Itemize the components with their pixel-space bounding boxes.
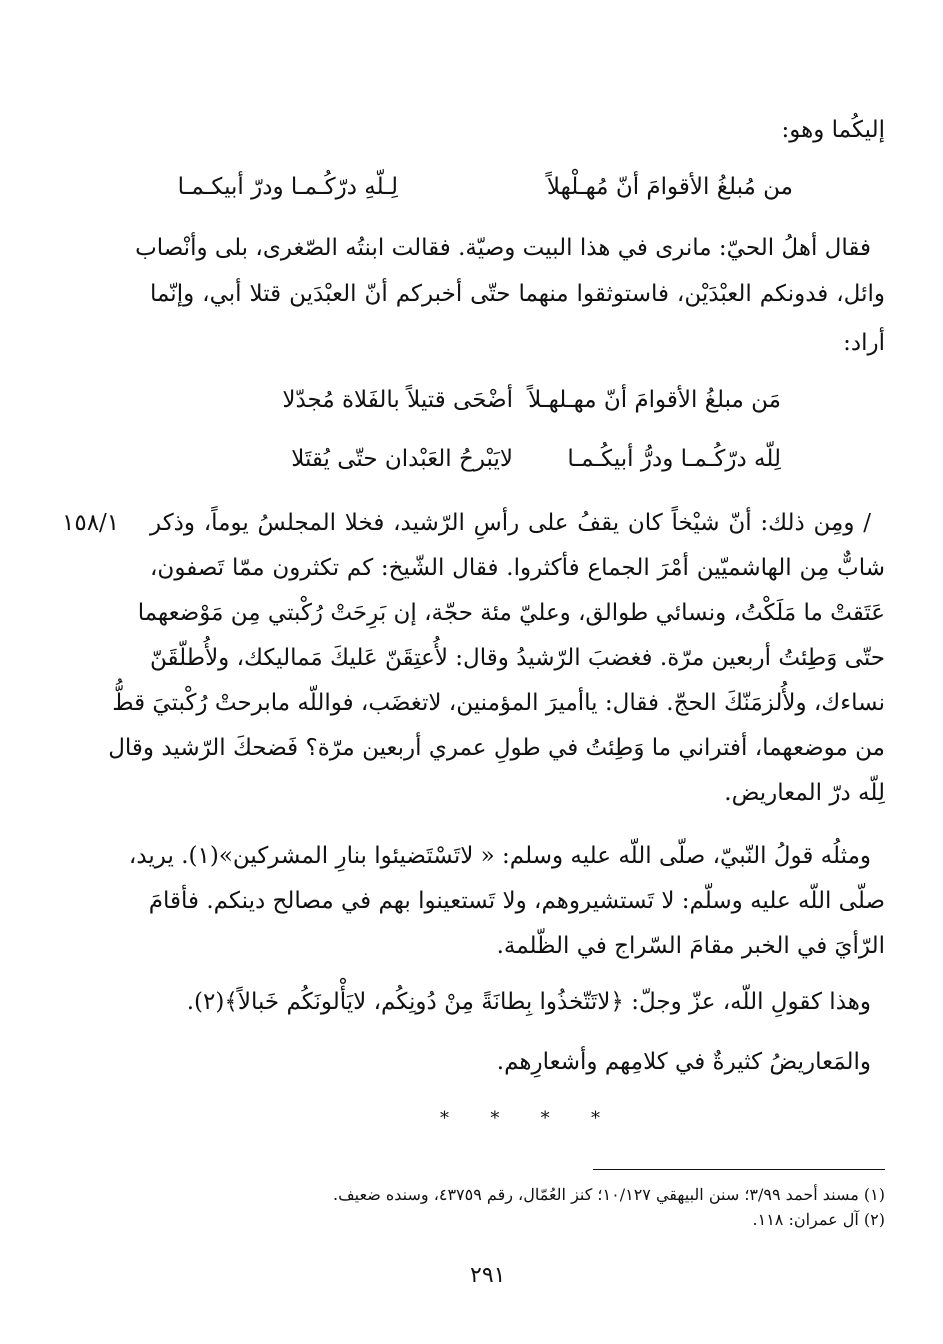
text-line: والمَعاريضُ كثيرةٌ في كلامِهم وأشعارِهم. bbox=[496, 1049, 871, 1075]
separator-star: * bbox=[490, 1108, 500, 1129]
text-line: صلّى اللّه عليه وسلّم: لا تَستشيروهم، ولا تَستعينوا بهم في مصالح دينكم. فأقامَ bbox=[148, 888, 885, 914]
verse-hemistich-second: لايَبْرحُ العَبْدان حتّى يُقتَلا bbox=[291, 446, 513, 472]
text-line: من موضعهما، أفتراني ما وَطِئتُ في طولِ عمري أربعين مرّة؟ فَضحكَ الرّشيد وقال bbox=[108, 735, 885, 761]
text-line: وهذا كقولِ اللّه، عزّ وجلّ: ﴿لاتَتّخذُوا بِطانَةً مِنْ دُونِكُم، لايَأْلونَكُم خَبالاً﴾(٢). bbox=[186, 989, 871, 1015]
text-line: ومثلُه قولُ النّبيّ، صلّى اللّه عليه وسلم: « لاتَسْتَضيئوا بنارِ المشركين»(١). يريد، bbox=[128, 843, 871, 869]
verse-hemistich-first: مَن مبلغُ الأقوامَ أنّ مهـلهـلاً bbox=[528, 387, 781, 413]
section-separator bbox=[440, 1108, 600, 1129]
page-number: ٢٩١ bbox=[470, 1263, 506, 1288]
verse-hemistich-first: لِلّه درّكُـمـا ودرُّ أبيكُـمـا bbox=[567, 446, 781, 472]
text-line: نساءك، ولأُلزمَنّكَ الحجّ. فقال: ياأميرَ المؤمنين، لاتغضَب، فواللّه مابرحتْ رُكْبتيَ قطُّ bbox=[112, 690, 885, 716]
margin-reference: ١٥٨/١ bbox=[62, 510, 120, 536]
verse-hemistich-second: أضْحَى قتيلاً بالفَلاة مُجدّلا bbox=[282, 387, 513, 413]
text-line: فقال أهلُ الحيّ: مانرى في هذا البيت وصيّة. فقالت ابنتُه الصّغرى، بلى وأنْصاب bbox=[135, 235, 871, 261]
footnote-2: (٢) آل عمران: ١١٨. bbox=[752, 1210, 885, 1229]
footnote-divider bbox=[593, 1169, 885, 1170]
text-line: / ومِن ذلك: أنّ شيْخاً كان يقفُ على رأسِ الرّشيد، فخلا المجلسُ يوماً، وذكر bbox=[150, 510, 871, 536]
text-line: حتّى وَطِئتُ أربعين مرّة. فغضبَ الرّشيدُ وقال: لأُعتِقَنّ عَليكَ مَماليكك، ولأُطلّقَنّ bbox=[150, 645, 885, 671]
text-line: وائل، فدونكم العبْدَيْن، فاستوثقوا منهما حتّى أخبركم أنّ العبْدَين قتلا أبي، وإنّما bbox=[150, 281, 885, 307]
verse-hemistich-first: من مُبلغُ الأقوامَ أنّ مُهـلْهلاً bbox=[546, 174, 793, 200]
text-line: شابٌّ مِن الهاشميّين أمْرَ الجماع فأكثروا. فقال الشّيخ: كم تكثرون ممّا تَصفون، bbox=[150, 555, 885, 581]
separator-star: * bbox=[440, 1108, 449, 1129]
text-line: إليكُما وهو: bbox=[781, 117, 885, 143]
separator-star: * bbox=[590, 1108, 600, 1129]
text-line: أراد: bbox=[843, 330, 885, 356]
separator-star: * bbox=[540, 1108, 550, 1129]
text-line: الرّأيَ في الخبر مقامَ السّراج في الظّلمة. bbox=[496, 933, 885, 959]
footnote-1: (١) مسند أحمد ٣/٩٩؛ سنن البيهقي ١٠/١٢٧؛ كنز العُمّال، رقم ٤٣٧٥٩، وسنده ضعيف. bbox=[333, 1185, 885, 1204]
text-line: لِلّه درّ المعاريض. bbox=[724, 780, 885, 806]
text-line: عَتَقتْ ما مَلَكْتُ، ونسائي طوالق، وعليّ مئة حجّة، إن بَرِحَتْ رُكْبتي مِن مَوْضعهما bbox=[137, 600, 885, 626]
verse-hemistich-second: لِـلّهِ درّكُـمـا ودرّ أبيكـمـا bbox=[177, 174, 398, 200]
